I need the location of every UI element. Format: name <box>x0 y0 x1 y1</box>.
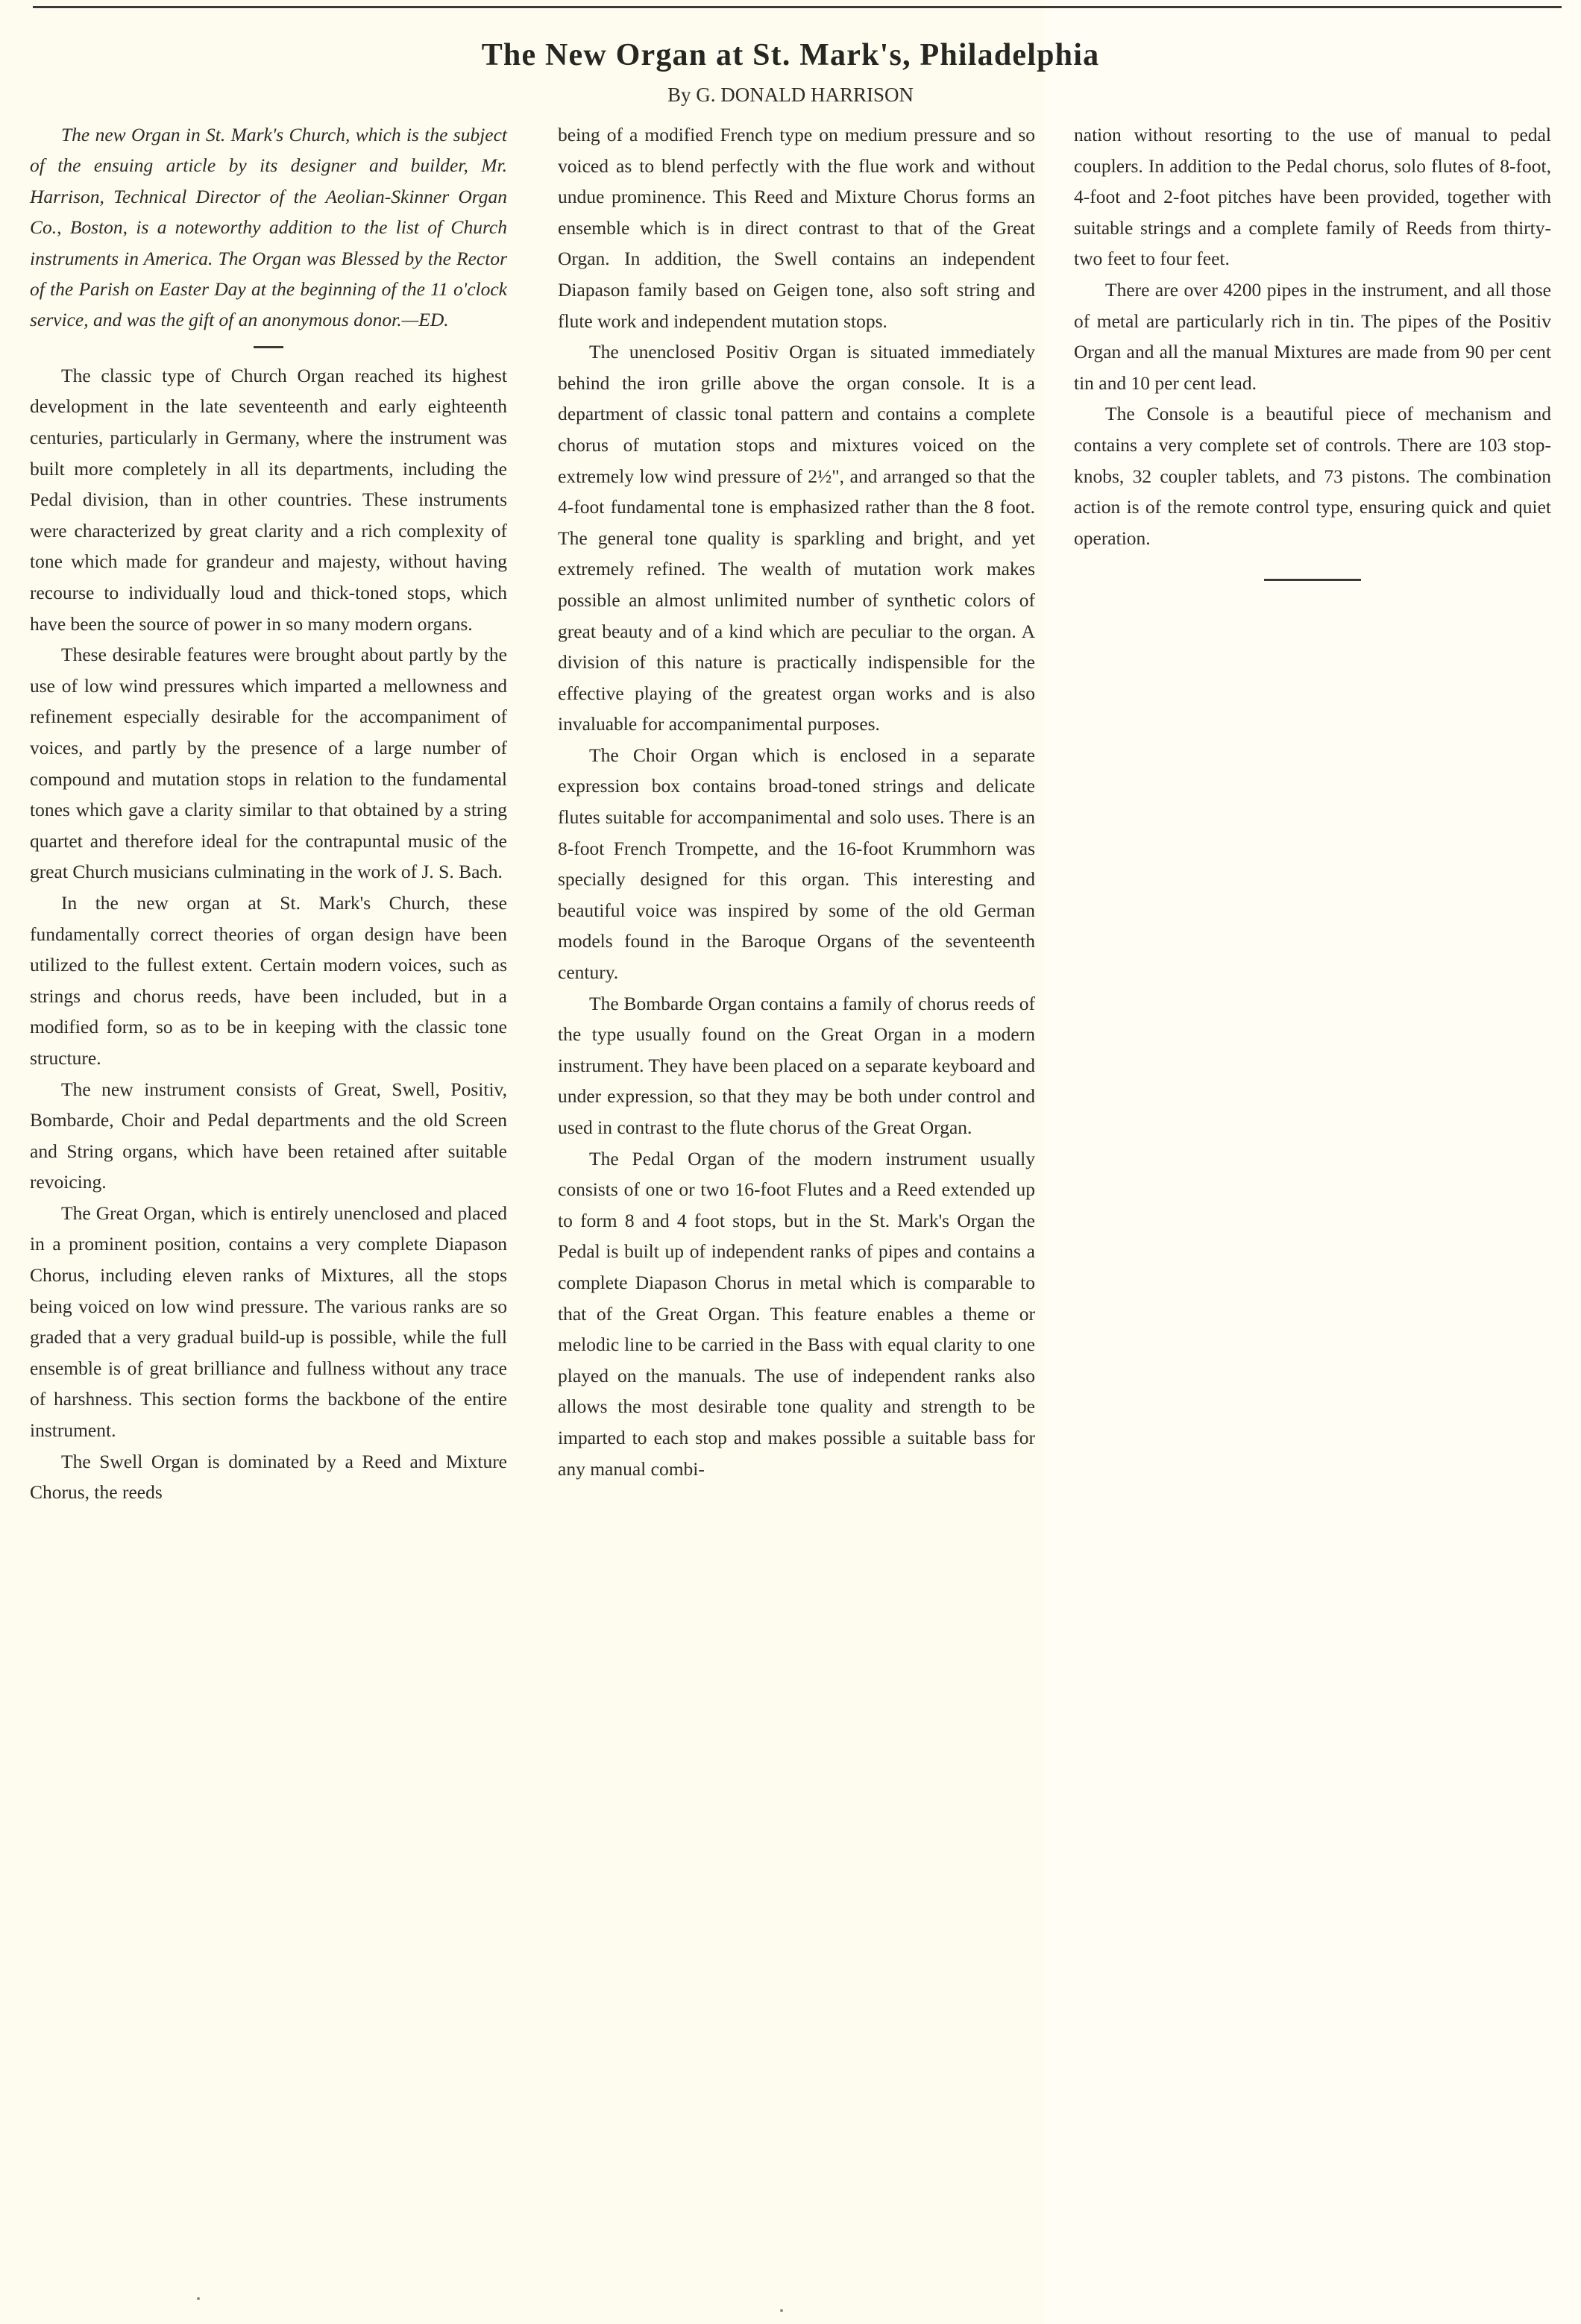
paragraph: The Great Organ, which is entirely unenclosed and placed in a prominent position, contains a very complete Diapason Chorus, including eleven ranks of Mixtures, all the stops being voiced on low wind pressure. The various ranks are so graded that a very gradual build-up is possible, while the full ensemble is of great brilliance and fullness without any trace of harshness. This section forms the backbone of the entire instrument. <box>30 1202 507 1442</box>
column-two <box>558 119 1035 1484</box>
column-one <box>30 119 507 1508</box>
lead-divider <box>254 346 283 348</box>
paragraph: The Console is a beautiful piece of mechanism and contains a very complete set of controls. There are 103 stop-knobs, 32 coupler tablets, and 73 pistons. The combination action is of the remote control type, ensuring quick and quiet operation. <box>1074 403 1551 549</box>
paragraph: There are over 4200 pipes in the instrument, and all those of metal are particularly rich in tin. The pipes of the Positiv Organ and all the manual Mixtures are made from 90 per cent tin and 10 per cent lead. <box>1074 278 1551 394</box>
paragraph: nation without resorting to the use of manual to pedal couplers. In addition to the Pedal chorus, solo flutes of 8-foot, 4-foot and 2-foot pitches have been provided, together with suitable strings and a complete family of Reeds from thirty-two feet to four feet. <box>1074 124 1551 270</box>
paragraph: The classic type of Church Organ reached its highest development in the late seventeenth and early eighteenth centuries, particularly in Germany, where the instrument was built more completely in all its departments, including the Pedal division, than in other countries. These instruments were characterized by great clarity and a rich complexity of tone which made for grandeur and majesty, without having recourse to individually loud and thick-toned stops, which have been the source of power in so many modern organs. <box>30 364 507 635</box>
paragraph: The Swell Organ is dominated by a Reed and Mixture Chorus, the reeds <box>30 1450 507 1504</box>
paragraph: The Bombarde Organ contains a family of chorus reeds of the type usually found on the Great Organ in a modern instrument. They have been placed on a separate keyboard and under expression, so that they may be both under control and used in contrast to the flute chorus of the Great Organ. <box>558 992 1035 1138</box>
scan-artifact-dot <box>780 2309 783 2312</box>
byline <box>0 84 1581 107</box>
paragraph: The Choir Organ which is enclosed in a separate expression box contains broad-toned strings and delicate flutes suitable for accompanimental and solo uses. There is an 8-foot French Trompette, and the 16-foot Krummhorn was specially designed for this organ. This interesting and beautiful voice was inspired by some of the old German models found in the Baroque Organs of the seventeenth century. <box>558 744 1035 984</box>
paragraph: In the new organ at St. Mark's Church, these fundamentally correct theories of organ design have been utilized to the fullest extent. Certain modern voices, such as strings and chorus reeds, have been included, but in a modified form, so as to be in keeping with the classic tone structure. <box>30 891 507 1069</box>
paragraph: being of a modified French type on medium pressure and so voiced as to blend perfectly with the flue work and without undue prominence. This Reed and Mixture Chorus forms an ensemble which is in direct contrast to that of the Great Organ. In addition, the Swell contains an independent Diapason family based on Geigen tone, also soft string and flute work and independent mutation stops. <box>558 124 1035 332</box>
paragraph: The unenclosed Positiv Organ is situated immediately behind the iron grille above the organ console. It is a department of classic tonal pattern and contains a complete chorus of mutation stops and mixtures voiced on the extremely low wind pressure of 2½", and arranged so that the 4-foot fundamental tone is emphasized rather than the 8 foot. The general tone quality is sparkling and bright, and yet extremely refined. The wealth of mutation work makes possible an almost unlimited number of synthetic colors of great beauty and of a kind which are peculiar to the organ. A division of this nature is practically indispensible for the effective playing of the greatest organ works and is also invaluable for accompanimental purposes. <box>558 341 1035 735</box>
byline-text: By G. DONALD HARRISON <box>667 84 914 106</box>
scan-artifact-dot <box>197 2297 200 2300</box>
paragraph: These desirable features were brought about partly by the use of low wind pressures which imparted a mellowness and refinement especially desirable for the accompaniment of voices, and partly by the presence of a large number of compound and mutation stops in relation to the fundamental tones which gave a clarity similar to that obtained by a string quartet and therefore ideal for the contrapuntal music of the great Church musicians culminating in the work of J. S. Bach. <box>30 644 507 883</box>
page-title: The New Organ at St. Mark's, Philadelphia <box>481 38 1100 72</box>
paragraph: The Pedal Organ of the modern instrument usually consists of one or two 16-foot Flutes and a Reed extended up to form 8 and 4 foot stops, but in the St. Mark's Organ the Pedal is built up of independent ranks of pipes and contains a complete Diapason Chorus in metal which is comparable to that of the Great Organ. This feature enables a theme or melodic line to be carried in the Bass with equal clarity to one played on the manuals. The use of independent ranks also allows the most desirable tone quality and strength to be imparted to each stop and makes possible a suitable bass for any manual combi- <box>558 1147 1035 1480</box>
article-end-divider <box>1264 579 1361 581</box>
editorial-lead: The new Organ in St. Mark's Church, which is the subject of the ensuing article by its designer and builder, Mr. Harrison, Technical Director of the Aeolian-Skinner Organ Co., Boston, is a noteworthy addition to the list of Church instruments in America. The Organ was Blessed by the Rector of the Parish on Easter Day at the beginning of the 11 o'clock service, and was the gift of an anonymous donor.—ED. <box>30 124 507 331</box>
paragraph: The new instrument consists of Great, Swell, Positiv, Bombarde, Choir and Pedal departments and the old Screen and String organs, which have been retained after suitable revoicing. <box>30 1078 507 1193</box>
column-three <box>1074 119 1551 581</box>
